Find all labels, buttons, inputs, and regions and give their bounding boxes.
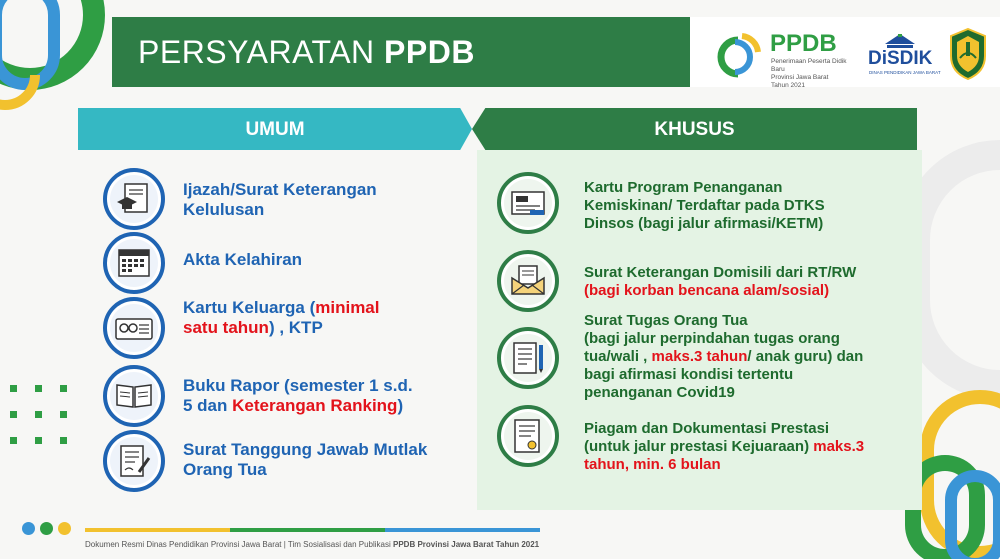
family-card-icon: [103, 297, 165, 359]
highlight-text: Keterangan Ranking: [232, 396, 398, 415]
signed-document-icon: [103, 430, 165, 492]
umum-item-surat-tanggung-jawab: [183, 440, 427, 480]
item-text: tua/wali ,: [584, 348, 652, 365]
item-text: Surat Tugas Orang Tua: [584, 312, 748, 329]
item-text: Kartu Program Penanganan: [584, 179, 783, 196]
item-text: Kartu Keluarga (: [183, 298, 316, 317]
umum-item-buku-rapor: [183, 376, 413, 416]
item-text: Buku Rapor (semester 1 s.d.: [183, 376, 413, 395]
footer-line-yellow: [85, 528, 230, 532]
highlight-text: minimal: [315, 298, 380, 317]
footer-dots: [22, 522, 71, 535]
item-text: Dinsos (bagi jalur afirmasi/KETM): [584, 215, 824, 232]
card-screen-icon: [497, 172, 559, 234]
book-icon: [103, 365, 165, 427]
item-text: Akta Kelahiran: [183, 250, 303, 269]
disdik-logo-subtitle: DINAS PENDIDIKAN JAWA BARAT: [869, 70, 941, 75]
page-title: PERSYARATAN PPDB: [138, 34, 475, 70]
umum-item-kartu-keluarga: [183, 298, 380, 338]
calendar-icon: [103, 232, 165, 294]
khusus-item-kartu-program: [584, 179, 825, 233]
khusus-item-piagam: [584, 420, 864, 474]
highlight-text: satu tahun: [183, 318, 269, 337]
item-text: Piagam dan Dokumentasi Prestasi: [584, 420, 830, 437]
highlight-text: maks.3: [813, 438, 865, 455]
assignment-letter-icon: [497, 327, 559, 389]
ppdb-logo-icon: [708, 32, 768, 82]
item-text: Ijazah/Surat Keterangan: [183, 180, 377, 199]
footer-caption: Dokumen Resmi Dinas Pendidikan Provinsi Jawa Barat | Tim Sosialisasi dan Publikasi PPDB Provinsi Jawa Barat Tahun 2021: [85, 540, 540, 549]
umum-item-akta: [183, 250, 302, 270]
highlight-text: tahun, min. 6 bulan: [584, 456, 721, 473]
item-text: (untuk jalur prestasi Kejuaraan): [584, 438, 814, 455]
highlight-text: (bagi korban bencana alam/sosial): [584, 282, 830, 299]
footer-line-green: [230, 528, 385, 532]
item-text: ) , KTP: [268, 318, 323, 337]
item-text: Kelulusan: [183, 200, 265, 219]
ppdb-logo-text: PPDB: [770, 30, 837, 57]
decorative-ring-blue-bottom: [945, 470, 1000, 559]
ppdb-logo-subtitle: Penerimaan Peserta Didik Baru Provinsi Jawa Barat Tahun 2021: [771, 58, 847, 89]
item-text: (bagi jalur perpindahan tugas orang: [584, 330, 840, 347]
item-text: bagi afirmasi kondisi tertentu: [584, 366, 794, 383]
khusus-item-surat-tugas: [584, 312, 863, 402]
item-text: penanganan Covid19: [584, 384, 735, 401]
disdik-building-icon: [885, 34, 915, 48]
certificate-icon: [497, 405, 559, 467]
item-text: ): [397, 396, 404, 415]
envelope-icon: [497, 250, 559, 312]
item-text: Surat Keterangan Domisili dari RT/RW: [584, 264, 857, 281]
item-text: Kemiskinan/ Terdaftar pada DTKS: [584, 197, 825, 214]
diploma-icon: [103, 168, 165, 230]
decorative-dot-grid: [10, 385, 70, 465]
khusus-section-label: KHUSUS: [654, 119, 735, 140]
highlight-text: maks.3 tahun: [651, 348, 748, 365]
umum-section-label: UMUM: [245, 119, 305, 140]
item-text: 5 dan: [183, 396, 233, 415]
umum-item-ijazah: [183, 180, 377, 220]
item-text: Surat Tanggung Jawab Mutlak: [183, 440, 428, 459]
disdik-logo-text: DiSDIK: [868, 48, 933, 69]
footer-line-blue: [385, 528, 540, 532]
item-text: Orang Tua: [183, 460, 267, 479]
khusus-item-surat-domisili: [584, 264, 856, 300]
item-text: / anak guru) dan: [747, 348, 864, 365]
west-java-crest-icon: [948, 28, 988, 80]
